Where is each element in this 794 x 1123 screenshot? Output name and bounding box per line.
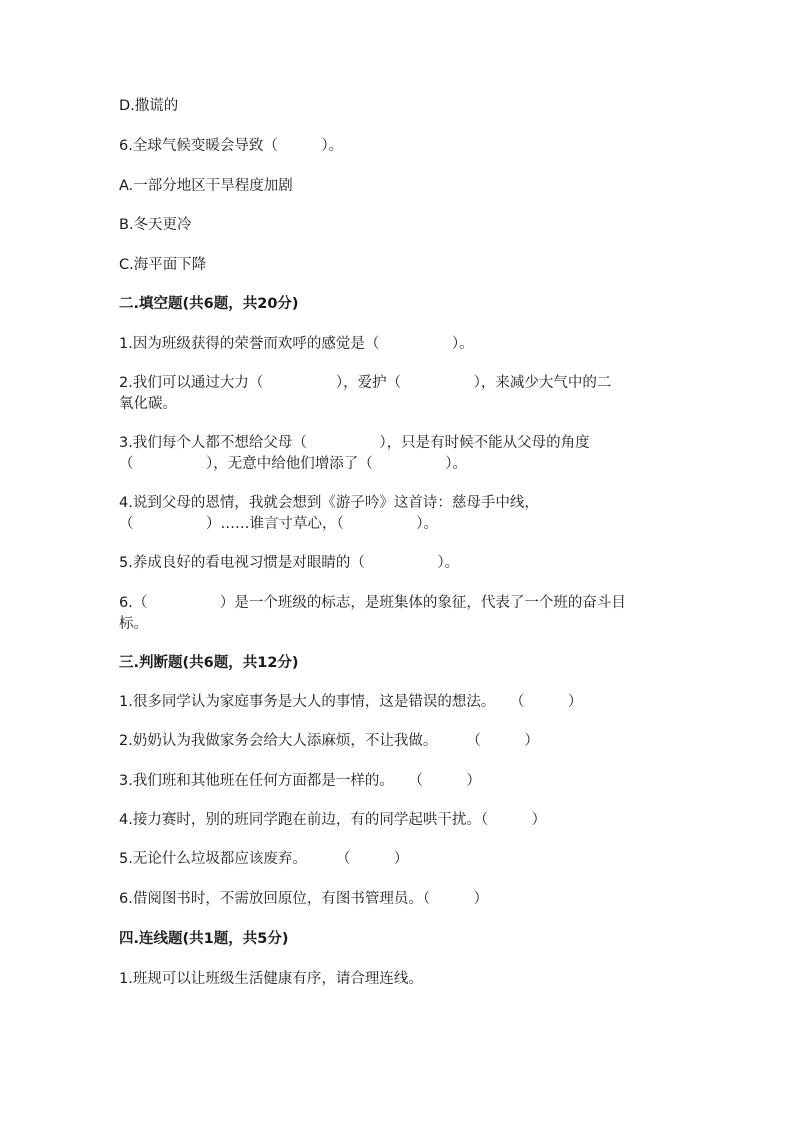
fill-question-4-line1: 4.说到父母的恩情，我就会想到《游子吟》这首诗：慈母手中线， — [119, 495, 539, 511]
fill-question-3-line2: （ ），无意中给他们增添了（ ）。 — [119, 456, 467, 472]
fill-question-6-line2: 标。 — [119, 616, 148, 632]
section-heading-matching: 四.连线题(共1题，共5分) — [119, 931, 289, 947]
judge-question-2: 2.奶奶认为我做家务会给大人添麻烦，不让我做。 （ ） — [119, 733, 539, 749]
matching-question-1: 1.班规可以让班级生活健康有序，请合理连线。 — [119, 971, 423, 987]
fill-question-4-line2: （ ）……谁言寸草心，（ ）。 — [119, 516, 438, 532]
judge-question-5: 5.无论什么垃圾都应该废弃。 （ ） — [119, 851, 409, 867]
section-heading-fill-in: 二.填空题(共6题，共20分) — [119, 296, 299, 312]
fill-question-1: 1.因为班级获得的荣誉而欢呼的感觉是（ ）。 — [119, 336, 474, 352]
option-a-drought: A.一部分地区干旱程度加剧 — [119, 178, 293, 194]
fill-question-5: 5.养成良好的看电视习惯是对眼睛的（ ）。 — [119, 555, 460, 571]
option-d-lying: D.撒谎的 — [119, 98, 179, 114]
option-c-sea-level: C.海平面下降 — [119, 257, 207, 273]
fill-question-2-line2: 氧化碳。 — [119, 396, 177, 412]
judge-question-4: 4.接力赛时，别的班同学跑在前边，有的同学起哄干扰。（ ） — [119, 812, 547, 828]
fill-question-3-line1: 3.我们每个人都不想给父母（ ），只是有时候不能从父母的角度 — [119, 435, 590, 451]
judge-question-3: 3.我们班和其他班在任何方面都是一样的。 （ ） — [119, 773, 481, 789]
question-6-global-warming: 6.全球气候变暖会导致（ ）。 — [119, 138, 344, 154]
fill-question-6-line1: 6.（ ）是一个班级的标志，是班集体的象征，代表了一个班的奋斗目 — [119, 595, 626, 611]
fill-question-2-line1: 2.我们可以通过大力（ ），爱护（ ），来减少大气中的二 — [119, 375, 612, 391]
judge-question-6: 6.借阅图书时，不需放回原位，有图书管理员。（ ） — [119, 891, 489, 907]
section-heading-true-false: 三.判断题(共6题，共12分) — [119, 655, 299, 671]
judge-question-1: 1.很多同学认为家庭事务是大人的事情，这是错误的想法。 （ ） — [119, 694, 583, 710]
option-b-colder-winter: B.冬天更冷 — [119, 217, 192, 233]
